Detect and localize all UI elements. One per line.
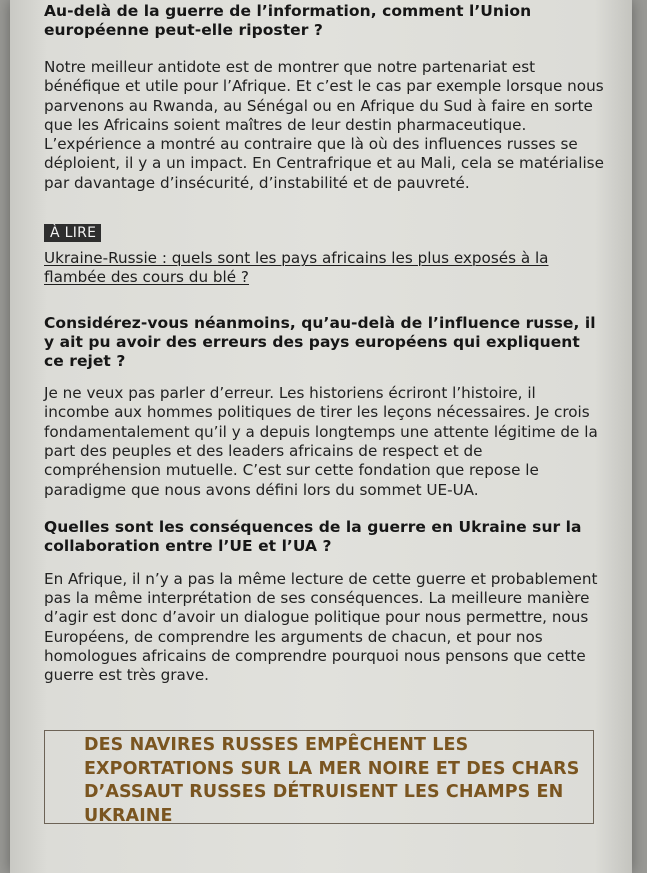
question-heading-2: Considérez-vous néanmoins, qu’au-delà de l’influence russe, il y ait pu avoir des erreurs des pays européens qui expliquent ce rejet ? bbox=[44, 314, 596, 371]
article-body bbox=[44, 2, 604, 686]
pull-quote-text: DES NAVIRES RUSSES EMPÊCHENT LES EXPORTATIONS SUR LA MER NOIRE ET DES CHARS D’ASSAUT RUSSES DÉTRUISENT LES CHAMPS EN UKRAINE bbox=[84, 735, 580, 826]
article-page bbox=[10, 0, 632, 873]
pull-quote-box bbox=[44, 730, 594, 824]
read-more-block bbox=[44, 222, 604, 240]
answer-paragraph-2: Je ne veux pas parler d’erreur. Les historiens écriront l’histoire, il incombe aux hommes politiques de tirer les leçons nécessaires. Je crois fondamentalement qu’il y a depuis longtemps une attente légitime de la part des peuples et des leaders africains de respect et de compréhension mutuelle. C’est sur cette fondation que repose le paradigme que nous avons défini lors du sommet UE-UA. bbox=[44, 384, 598, 499]
related-article-link[interactable]: Ukraine-Russie : quels sont les pays africains les plus exposés à la flambée des cours du blé ? bbox=[44, 249, 549, 287]
answer-paragraph-3: En Afrique, il n’y a pas la même lecture de cette guerre et probablement pas la même interprétation de ses conséquences. La meilleure manière d’agir est donc d’avoir un dialogue politique pour nous permettre, nous Européens, de comprendre les arguments de chacun, et pour nos homologues africains de comprendre pourquoi nous pensons que cette guerre est très grave. bbox=[44, 569, 598, 685]
question-heading-3: Quelles sont les conséquences de la guerre en Ukraine sur la collaboration entre l’UE et l’UA ? bbox=[44, 517, 582, 555]
read-more-tag: À LIRE bbox=[44, 224, 101, 242]
answer-paragraph-1: Notre meilleur antidote est de montrer que notre partenariat est bénéfique et utile pour l’Afrique. Et c’est le cas par exemple lorsque nous parvenons au Rwanda, au Sénégal ou en Afrique du Sud à faire en sorte que les Africains soient maîtres de leur destin pharmaceutique. L’expérience a montré au contraire que là où des influences russes se déploient, il y a un impact. En Centrafrique et au Mali, cela se matérialise par davantage d’insécurité, d’instabilité et de pauvreté. bbox=[44, 58, 604, 192]
question-heading-1: Au-delà de la guerre de l’information, comment l’Union européenne peut-elle riposter ? bbox=[44, 2, 532, 39]
